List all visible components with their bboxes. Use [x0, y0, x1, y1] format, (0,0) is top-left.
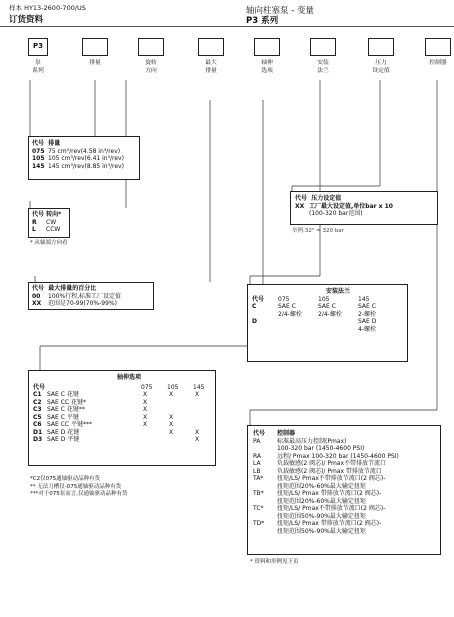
maxd-code: XX [32, 300, 42, 307]
press-desc: 工厂最大设定值,单位bar x 10 [309, 202, 393, 210]
code-box-pressure [368, 38, 394, 56]
disp-value: 145 cm³/rev(8.85 in³/rev) [48, 162, 124, 170]
product-title: 轴向柱塞泵 - 变量 [246, 6, 314, 16]
controller-desc: 扭矩/LS/ Pmax不带排放节流口(2 阀芯)- [277, 505, 386, 512]
controller-code: LA [253, 460, 261, 467]
controller-desc: 扭矩范围20%-60%最大输定扭矩 [277, 482, 366, 490]
flange-code: D [252, 318, 257, 325]
shaft-code: D1 [33, 428, 43, 436]
shaft-mark: X [143, 406, 148, 413]
controller-row [253, 483, 435, 491]
disp-header-code: 代号 [32, 140, 45, 147]
disp-code: 145 [32, 162, 45, 170]
rot-value: CW [46, 218, 57, 226]
shaft-code: C6 [33, 421, 42, 428]
code-label-flange: 安装 法兰 [317, 60, 329, 74]
flange-cell: 4-螺栓 [358, 325, 376, 333]
code-p3-label: P3 [32, 42, 43, 50]
shaft-mark: X [169, 413, 174, 421]
ctrl-header-desc: 控制器 [277, 430, 296, 437]
controller-row [253, 520, 435, 528]
flange-code-label: 代号 [252, 295, 265, 303]
pressure-table [290, 191, 438, 225]
rotation-table [28, 208, 70, 238]
shaft-mark: X [143, 398, 148, 406]
controller-code: TB* [253, 490, 264, 497]
controller-row [253, 453, 435, 461]
flange-col: 105 [318, 295, 330, 303]
shaft-col: 105 [167, 383, 179, 391]
press-header-code: 代号 [295, 195, 308, 202]
max-displacement-table [28, 282, 154, 310]
maxd-value: 100%行程,标准工厂设定值 [48, 292, 122, 300]
press-range: (100-320 bar范围) [309, 210, 363, 217]
shaft-row [33, 421, 211, 429]
controller-row [253, 445, 435, 453]
shaft-row [33, 436, 211, 444]
flange-code: C [252, 303, 257, 310]
code-label-displacement: 排量 [89, 60, 101, 66]
shaft-col: 145 [193, 383, 205, 391]
code-label-controller: 控制器 [429, 60, 447, 66]
flange-cell: SAE C [318, 303, 336, 310]
shaft-row [33, 406, 211, 414]
shaft-mark: X [169, 391, 174, 398]
rot-value: CCW [46, 226, 61, 233]
flange-col: 145 [358, 295, 370, 303]
rot-header-desc: 转向* [46, 211, 62, 218]
controller-desc: 负载敏感(2 阀芯)/ Pmax 带排放节流口 [277, 467, 382, 475]
shaft-code: C2 [33, 398, 42, 406]
controller-row [253, 490, 435, 498]
controller-desc: 负载敏感(2 阀芯)/ Pmax不带排放节流口 [277, 460, 387, 467]
shaft-footnotes [30, 476, 128, 499]
code-box-displacement [82, 38, 108, 56]
code-label-max-displacement: 最大 排量 [205, 60, 217, 74]
controller-row [253, 438, 435, 446]
shaft-table [28, 370, 216, 466]
ctrl-header-code: 代号 [253, 430, 266, 437]
shaft-code: C5 [33, 413, 42, 421]
shaft-footnote: *C2仅075通轴驱动品种有货 [30, 476, 101, 482]
controller-code: TA* [253, 475, 264, 482]
shaft-mark: X [143, 391, 148, 398]
press-header-desc: 压力设定值 [311, 195, 342, 202]
disp-header-desc: 排量 [48, 140, 61, 147]
code-label-pressure: 压力 设定值 [372, 60, 390, 74]
shaft-mark: X [195, 428, 200, 436]
controller-row [253, 460, 435, 468]
shaft-mark: X [143, 413, 148, 421]
shaft-mark: X [143, 421, 148, 428]
code-label-rotation: 旋转 方向 [145, 60, 157, 74]
controller-row [253, 468, 435, 476]
shaft-desc: SAE D 平键 [47, 436, 80, 443]
shaft-col: 075 [141, 383, 153, 391]
shaft-code-label: 代号 [33, 383, 46, 391]
flange-table [247, 284, 408, 362]
shaft-title: 轴伸选项 [117, 374, 142, 381]
shaft-footnote: ** 无法刀槽仅-075通轴驱动品种有货 [30, 483, 122, 490]
controller-row [253, 513, 435, 521]
controller-code: PA [253, 437, 261, 445]
controller-row [253, 498, 435, 506]
section-title: 订货资料 [9, 15, 44, 25]
press-code: XX [295, 202, 305, 210]
maxd-value: 范围是70-99(70%-99%) [48, 300, 117, 307]
controller-desc: 扭矩范围20%-60%最大输定扭矩 [277, 497, 366, 505]
disp-value: 75 cm³/rev(4.58 in³/rev) [48, 147, 121, 155]
code-box-controller [425, 38, 451, 56]
code-box-max-displacement [198, 38, 224, 56]
shaft-row [33, 414, 211, 422]
shaft-code: C1 [33, 391, 42, 398]
flange-cell: SAE C [278, 303, 296, 310]
controller-desc: 扭矩/LS/ Pmax不带排放节流口(2 阀芯)- [277, 475, 386, 482]
shaft-row [33, 399, 211, 407]
controller-desc: 扭矩范围50%-90%最大输定扭矩 [277, 512, 366, 520]
controller-row [253, 475, 435, 483]
controller-row [253, 505, 435, 513]
shaft-mark: X [195, 391, 200, 398]
controller-desc: 扭矩/LS/ Pmax 带排放节流口(2 阀芯)- [277, 490, 382, 497]
controller-row [253, 528, 435, 536]
flange-cell: 2/4-螺栓 [318, 310, 342, 318]
rot-code: L [32, 226, 36, 233]
shaft-desc: SAE CC 花键* [47, 398, 87, 406]
controller-footnote: * 资料和举例见下页 [250, 559, 299, 565]
rotation-footnote: * 从轴端方向看 [30, 240, 68, 246]
rot-code: R [32, 218, 37, 226]
disp-value: 105 cm³/rev(6.41 in³/rev) [48, 155, 124, 162]
maxd-header-desc: 最大排量的百分比 [48, 285, 97, 292]
controller-code: TC* [253, 505, 264, 512]
code-label-shaft: 轴伸 选项 [261, 60, 273, 74]
shaft-desc: SAE C 平键 [47, 413, 79, 421]
maxd-code: 00 [32, 292, 41, 300]
shaft-mark: X [195, 436, 200, 443]
controller-code: RA [253, 452, 262, 460]
shaft-desc: SAE C 花键 [47, 391, 79, 398]
code-box-flange [310, 38, 336, 56]
pressure-example: 举例:32" = 320 bar [292, 228, 344, 234]
controller-code: TD* [253, 520, 265, 527]
flange-cell: 2-螺栓 [358, 310, 376, 318]
controller-desc: 扭矩/LS/ Pmax 带排放节流口(2 阀芯)- [277, 520, 382, 527]
flange-title: 安装法兰 [326, 288, 351, 295]
flange-cell: SAE C [358, 303, 376, 310]
controller-desc: 远程/ Pmax 100-320 bar (1450-4600 PSI) [277, 452, 399, 460]
disp-code: 075 [32, 147, 45, 155]
rot-header-code: 代号 [32, 211, 45, 218]
shaft-mark: X [169, 421, 174, 428]
flange-cell: SAE D [358, 318, 377, 325]
code-box-shaft [254, 38, 280, 56]
controller-code: LB [253, 467, 261, 475]
flange-cell: 2/4-螺栓 [278, 310, 302, 318]
doc-number: 样本 HY13-2600-700/US [9, 4, 86, 12]
controller-table [247, 425, 441, 555]
shaft-desc: SAE D 花键 [47, 428, 80, 436]
controller-desc: 扭矩范围50%-90%最大输定扭矩 [277, 527, 366, 535]
shaft-footnote: ***对于075泵而言,仅通轴驱动品种有货 [30, 491, 128, 497]
shaft-row [33, 391, 211, 399]
code-label-series: 泵 系列 [32, 60, 44, 74]
series-title: P3 系列 [246, 16, 279, 26]
header-divider [0, 26, 454, 27]
controller-desc: 100-320 bar (1450-4600 PSI) [277, 445, 365, 452]
disp-code: 105 [32, 155, 45, 162]
shaft-desc: SAE CC 平键*** [47, 421, 93, 428]
shaft-code: D3 [33, 436, 43, 443]
shaft-desc: SAE C 花键** [47, 406, 85, 413]
shaft-mark: X [169, 428, 174, 436]
code-box-rotation [138, 38, 164, 56]
maxd-header-code: 代号 [32, 285, 45, 292]
shaft-code: C3 [33, 406, 42, 413]
controller-desc: 标准最高压力控制(Pmax) [277, 437, 347, 445]
displacement-table [28, 136, 140, 180]
code-box-p3 [28, 38, 48, 56]
shaft-row [33, 429, 211, 437]
flange-col: 075 [278, 295, 290, 303]
